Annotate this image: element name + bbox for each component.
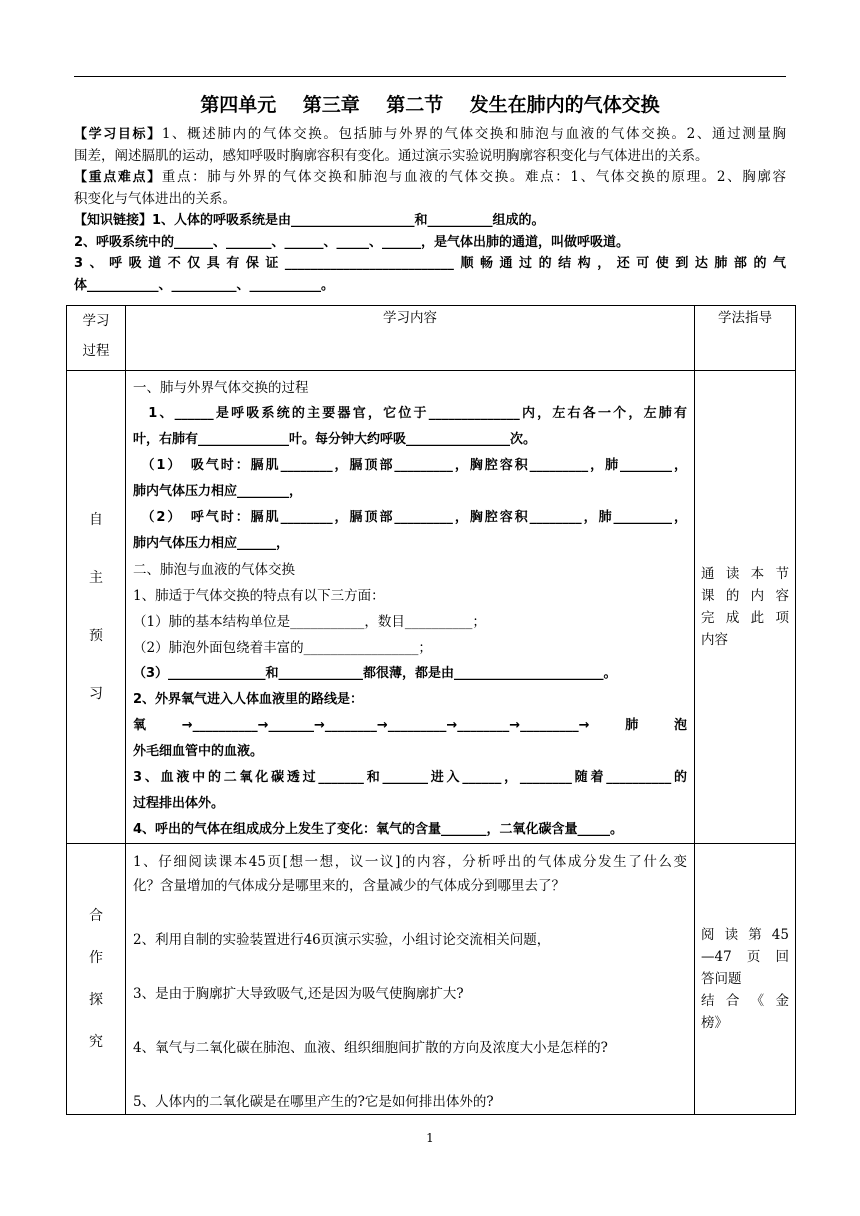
self-line: 一、肺与外界气体交换的过程 — [133, 380, 309, 396]
coop-label-char: 探 — [89, 992, 103, 1008]
link-label: 【知识链接】 — [74, 213, 153, 228]
key-text-1: 重点：肺与外界的气体交换和肺泡与血液的气体交换。难点：1、气体交换的原理。2、胸廓容 — [161, 169, 786, 185]
coop-line: 2、利用自制的实验装置进行46页演示实验，小组讨论交流相关问题， — [133, 932, 551, 948]
coop-guide-line: 结合《金 — [701, 993, 789, 1009]
self-line: 3、血液中的二氧化碳透过_______和_______进入______，________随着__________的 — [133, 770, 687, 785]
table-row-cooperation — [67, 844, 796, 1115]
self-line: （1） 吸气时：膈肌________，膈顶部_________，胸腔容积_________，肺________， — [133, 458, 687, 473]
self-study-guide — [695, 371, 796, 844]
self-line: 4、呼出的气体在组成成分上发生了变化：氧气的含量_______，二氧化碳含量_____。 — [133, 822, 624, 837]
self-line: 叶，右肺有______________叶。每分钟大约呼吸________________次。 — [133, 432, 537, 447]
header-process-line: 过程 — [82, 343, 110, 359]
cooperation-label — [67, 844, 126, 1115]
self-line: 外毛细血管中的血液。 — [133, 744, 264, 759]
coop-guide-line: 答问题 — [701, 971, 742, 987]
link-line-1 — [74, 210, 786, 232]
self-line: （2）肺泡外面包绕着丰富的_________________； — [133, 640, 432, 656]
coop-line: 1、仔细阅读课本45页[想一想，议一议]的内容，分析呼出的气体成分发生了什么变 — [133, 854, 687, 870]
goal-label: 【学习目标】 — [74, 127, 162, 142]
key-line-1 — [74, 167, 786, 189]
self-line: （3）_______________和_____________都很薄，都是由_______________________。 — [133, 666, 617, 681]
goal-line-2: 围差，阐述膈肌的运动，感知呼吸时胸廓容积有变化。通过演示实验说明胸廓容积变化与气体进出的关系。 — [74, 147, 709, 164]
self-guide-line: 内容 — [701, 632, 728, 648]
table-row-self-study — [67, 371, 796, 844]
key-line-2: 积变化与气体进出的关系。 — [74, 190, 236, 207]
cooperation-guide — [695, 844, 796, 1115]
header-rule — [74, 76, 786, 77]
self-line: 肺内气体压力相应________， — [133, 484, 303, 499]
self-guide-line: 通读本节 — [701, 566, 789, 582]
self-line: 肺内气体压力相应______， — [133, 536, 290, 551]
self-line: （2） 呼气时：膈肌________，膈顶部_________，胸腔容积________，肺_________， — [133, 510, 687, 525]
coop-guide-line: —47页回 — [701, 949, 789, 965]
page-number: 1 — [426, 1131, 434, 1145]
coop-line: 化？含量增加的气体成分是哪里来的，含量减少的气体成分到哪里去了？ — [133, 878, 565, 894]
self-label-char: 自 — [89, 512, 103, 528]
intro-section — [74, 124, 786, 296]
self-guide-line: 完成此项 — [701, 610, 789, 626]
page-title: 第四单元 第三章 第二节 发生在肺内的气体交换 — [200, 94, 660, 116]
coop-guide-line: 阅读第45 — [701, 927, 789, 943]
header-content: 学习内容 — [126, 306, 695, 371]
self-study-label — [67, 371, 126, 844]
coop-label-char: 合 — [89, 908, 103, 924]
coop-label-char: 究 — [89, 1034, 103, 1050]
table-header-row — [67, 306, 796, 371]
self-study-content — [126, 371, 695, 844]
coop-line: 4、氧气与二氧化碳在肺泡、血液、组织细胞间扩散的方向及浓度大小是怎样的? — [133, 1040, 608, 1056]
key-label: 【重点难点】 — [74, 170, 162, 185]
coop-line: 3、是由于胸廓扩大导致吸气,还是因为吸气使胸廓扩大? — [133, 986, 464, 1002]
goal-line-1 — [74, 124, 786, 146]
self-line: 氧→__________→_______→________→_________→________→_________→肺泡 — [133, 718, 687, 733]
self-line: 1、肺适于气体交换的特点有以下三方面： — [133, 588, 385, 604]
self-label-char: 习 — [89, 686, 103, 702]
header-process-line: 学习 — [82, 313, 110, 329]
study-table — [66, 305, 796, 1115]
link-line-4: 体___________、__________、___________。 — [74, 277, 335, 293]
link-text-1: 1、人体的呼吸系统是由___________________和__________组成的。 — [152, 213, 545, 228]
cooperation-content — [126, 844, 695, 1115]
coop-guide-line: 榜》 — [701, 1015, 728, 1031]
header-guide: 学法指导 — [695, 306, 796, 371]
self-line: 二、肺泡与血液的气体交换 — [133, 562, 295, 578]
self-label-char: 主 — [89, 570, 103, 586]
self-line: 1、______是呼吸系统的主要器官，它位于______________内，左右各一个，左肺有 — [133, 406, 687, 421]
link-line-3: 3、呼吸道不仅具有保证__________________________顺畅通过的结构，还可使到达肺部的气 — [74, 256, 786, 271]
self-line: 过程排出体外。 — [133, 796, 225, 811]
link-line-2: 2、呼吸系统中的______、_______、______、_____、______，是气体出肺的通道，叫做呼吸道。 — [74, 234, 630, 250]
self-line: （1）肺的基本结构单位是___________，数目__________； — [133, 614, 486, 630]
self-label-char: 预 — [89, 628, 103, 644]
goal-text-1: 1、概述肺内的气体交换。包括肺与外界的气体交换和肺泡与血液的气体交换。2、通过测量胸 — [161, 126, 786, 142]
coop-label-char: 作 — [89, 950, 103, 966]
self-line: 2、外界氧气进入人体血液里的路线是： — [133, 692, 364, 707]
self-guide-line: 课的内容 — [701, 588, 789, 604]
coop-line: 5、人体内的二氧化碳是在哪里产生的?它是如何排出体外的? — [133, 1094, 494, 1110]
header-process — [67, 306, 126, 371]
